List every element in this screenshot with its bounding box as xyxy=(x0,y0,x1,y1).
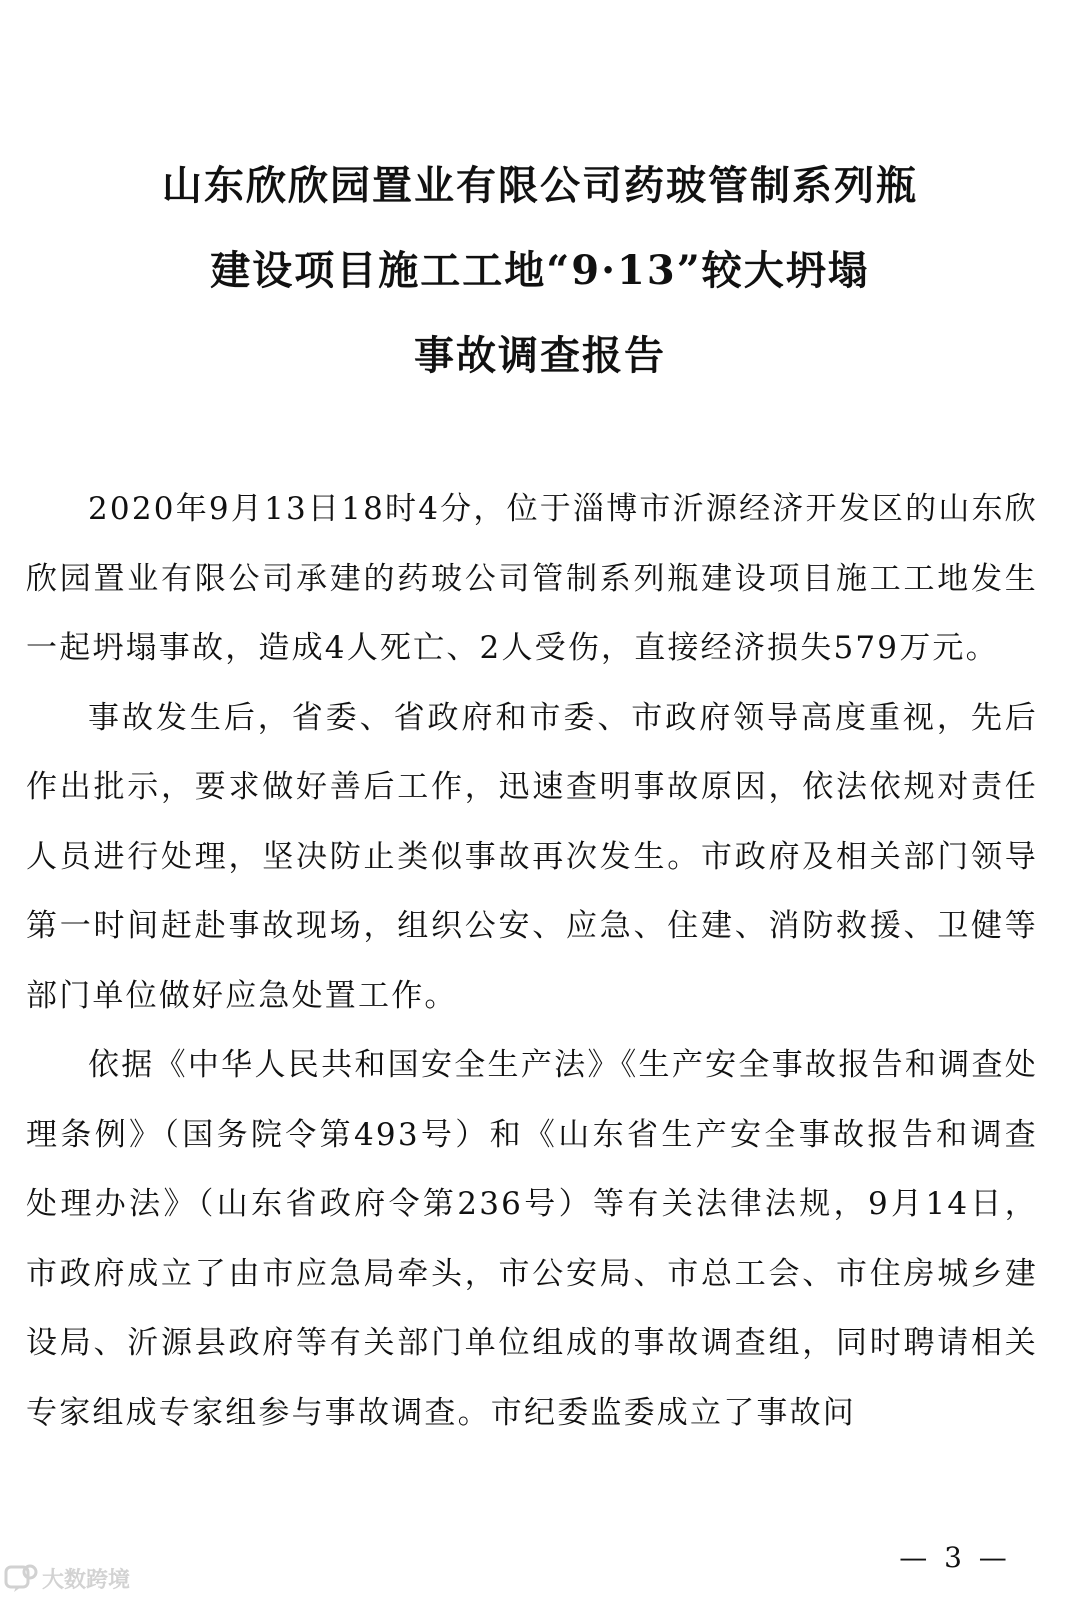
watermark xyxy=(4,1560,130,1596)
watermark-text: 大数跨境 xyxy=(42,1567,131,1593)
page-number: — 3 — xyxy=(899,1541,1011,1574)
watermark-logo-icon xyxy=(4,1563,38,1593)
report-title-line-2: 建设项目施工工地“9·13”较大坍塌 xyxy=(210,247,870,294)
report-body xyxy=(26,475,1038,1448)
report-title-line-3: 事故调查报告 xyxy=(414,332,666,379)
report-title-line-1: 山东欣欣园置业有限公司药玻管制系列瓶 xyxy=(162,162,918,209)
paragraph-investigation-basis: 依据《中华人民共和国安全生产法》《生产安全事故报告和调查处理条例》（国务院令第493号）和《山东省生产安全事故报告和调查处理办法》（山东省政府令第236号）等有关法律法规，9月14日，市政府成立了由市应急局牵头，市公安局、市总工会、市住房城乡建设局、沂源县政府等有关部门单位组成的事故调查组，同时聘请相关专家组成专家组参与事故调查。市纪委监委成立了事故问 xyxy=(26,1047,1038,1431)
paragraph-response: 事故发生后，省委、省政府和市委、市政府领导高度重视，先后作出批示，要求做好善后工作，迅速查明事故原因，依法依规对责任人员进行处理，坚决防止类似事故再次发生。市政府及相关部门领导第一时间赶赴事故现场，组织公安、应急、住建、消防救援、卫健等部门单位做好应急处置工作。 xyxy=(26,699,1038,1014)
paragraph-accident-summary: 2020年9月13日18时4分，位于淄博市沂源经济开发区的山东欣欣园置业有限公司承建的药玻公司管制系列瓶建设项目施工工地发生一起坍塌事故，造成4人死亡、2人受伤，直接经济损失579万元。 xyxy=(26,491,1038,666)
